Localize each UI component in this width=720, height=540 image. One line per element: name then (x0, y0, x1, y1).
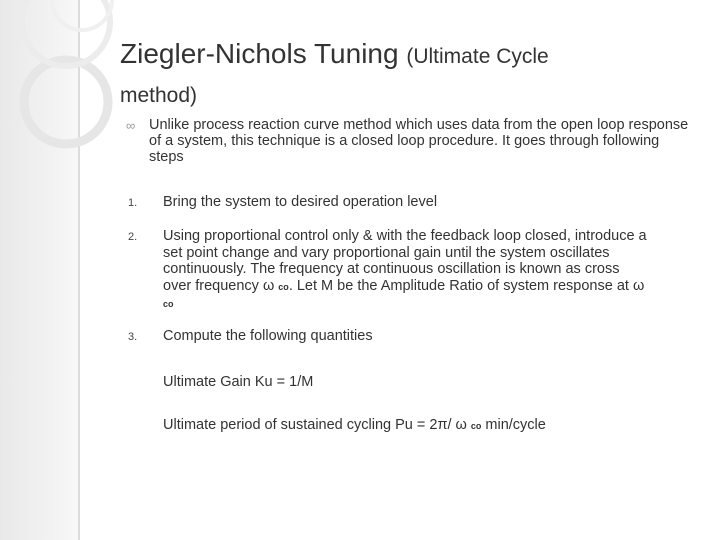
step-text (163, 228, 648, 313)
step-3 (128, 328, 648, 345)
title-main: Ziegler-Nichols Tuning (120, 38, 399, 69)
ultimate-gain-line: Ultimate Gain Ku = 1/M (163, 374, 314, 390)
step-number: 1. (128, 197, 138, 209)
ultimate-period-line (163, 417, 546, 434)
step-2 (128, 228, 648, 313)
period-text-a: Ultimate period of sustained cycling Pu = 2π/ ω (163, 417, 467, 433)
step-2-text-b: . Let M be the Amplitude Ratio of system response at ω (288, 277, 645, 294)
intro-text: Unlike process reaction curve method which uses data from the open loop response of a system, this technique is a closed loop procedure. It goes through following steps (149, 117, 689, 165)
step-2-text-a: Using proportional control only & with the feedback loop closed, introduce a set point change and vary proportional gain until the system oscillates continuously. The frequency at continuous oscillation is known as cross over frequency ω (163, 228, 647, 294)
step-text: Bring the system to desired operation level (163, 194, 438, 210)
subscript-co: co (278, 281, 289, 292)
step-text: Compute the following quantities (163, 328, 373, 344)
subscript-co: co (163, 299, 174, 309)
step-number: 3. (128, 331, 138, 343)
step-1 (128, 194, 648, 211)
intro-bullet (126, 117, 696, 165)
title-line2: method) (120, 84, 198, 107)
title-sub: (Ultimate Cycle (406, 45, 549, 68)
step-number: 2. (128, 231, 138, 243)
period-text-b: min/cycle (481, 417, 546, 433)
decorative-circles (0, 0, 140, 200)
slide-title (120, 36, 680, 114)
subscript-co: co (470, 421, 482, 431)
bullet-icon: ∞ (126, 118, 136, 133)
